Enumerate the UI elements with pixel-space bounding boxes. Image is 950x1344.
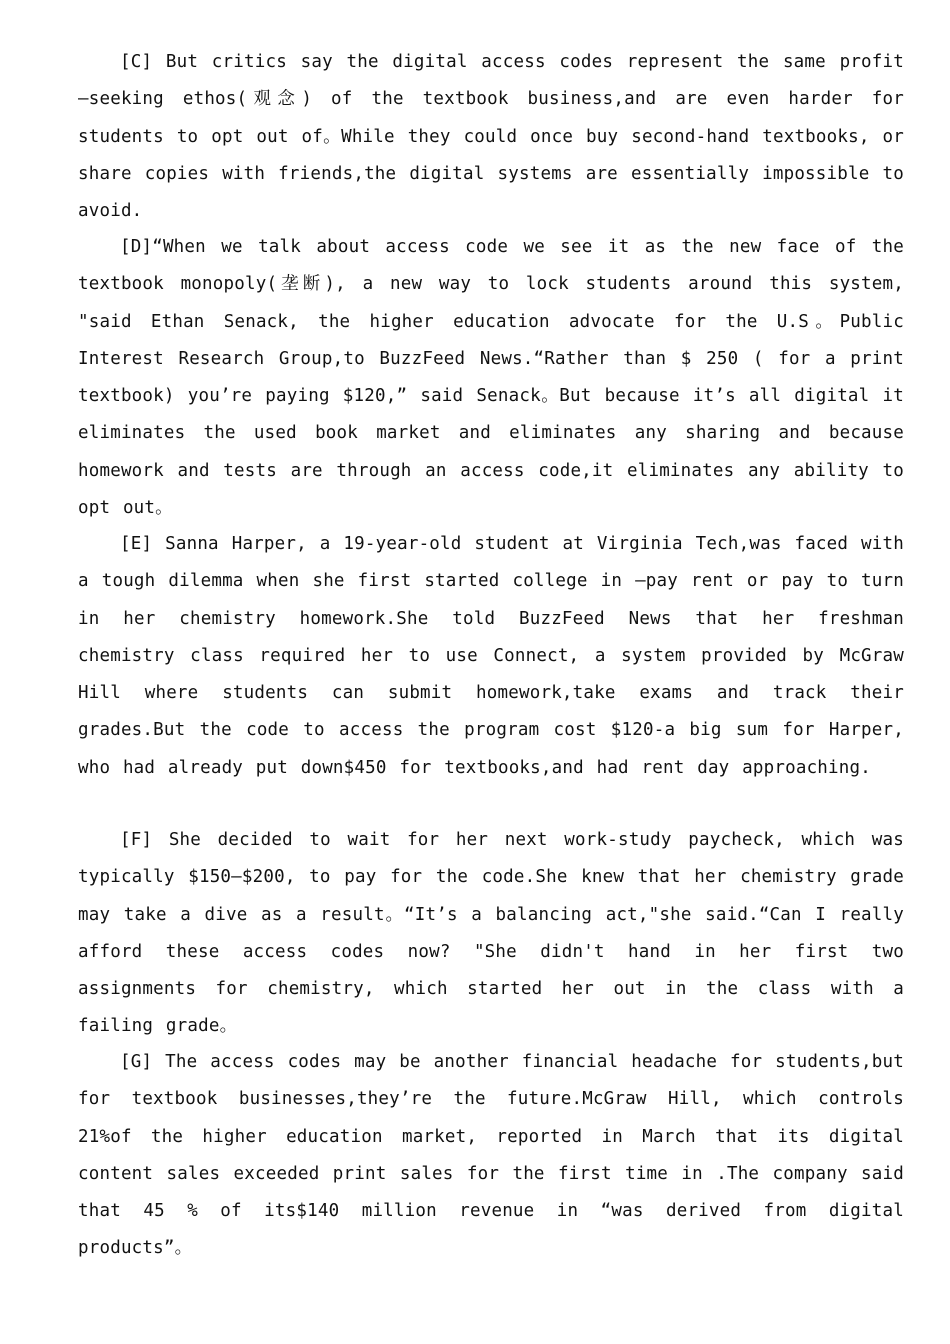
- paragraph-d: [D]“When we talk about access code we see it as the new face of the textbook monopoly(垄断), a new way to lock students around this system, "said Ethan Senack, the higher education advocate for the U.S。Public Interest Research Group,to BuzzFeed News.“Rather than $ 250 ( for a print textbook) you’re paying $120,” said Senack。But because it’s all digital it eliminates the used book market and eliminates any sharing and because homework and tests are through an access code,it eliminates any ability to opt out。: [78, 237, 904, 519]
- paragraph-e: [E] Sanna Harper, a 19-year-old student at Virginia Tech,was faced with a tough dilemma when she first started college in —pay rent or pay to turn in her chemistry homework.She told BuzzFeed News that her freshman chemistry class required her to use Connect, a system provided by McGraw Hill where students can submit homework,take exams and track their grades.But the code to access the program cost $120-a big sum for Harper, who had already put down$450 for textbooks,and had rent day approaching.: [78, 534, 904, 778]
- paragraph-f: [F] She decided to wait for her next work-study paycheck, which was typically $150—$200, to pay for the code.She knew that her chemistry grade may take a dive as a result。“It’s a balancing act,"she said.“Can I really afford these access codes now? "She didn't hand in her first two assignments for chemistry, which started her out in the class with a failing grade。: [78, 830, 904, 1037]
- paragraph-g: [G] The access codes may be another financial headache for students,but for textbook businesses,they’re the future.McGraw Hill, which controls 21%of the higher education market, reported in March that its digital content sales exceeded print sales for the first time in .The company said that 45 % of its$140 million revenue in “was derived from digital products”。: [78, 1052, 904, 1259]
- paragraph-c: [C] But critics say the digital access codes represent the same profit—seeking ethos(观念) of the textbook business,and are even harder for students to opt out of。While they could once buy second-hand textbooks, or share copies with friends,the digital systems are essentially impossible to avoid.: [78, 52, 904, 222]
